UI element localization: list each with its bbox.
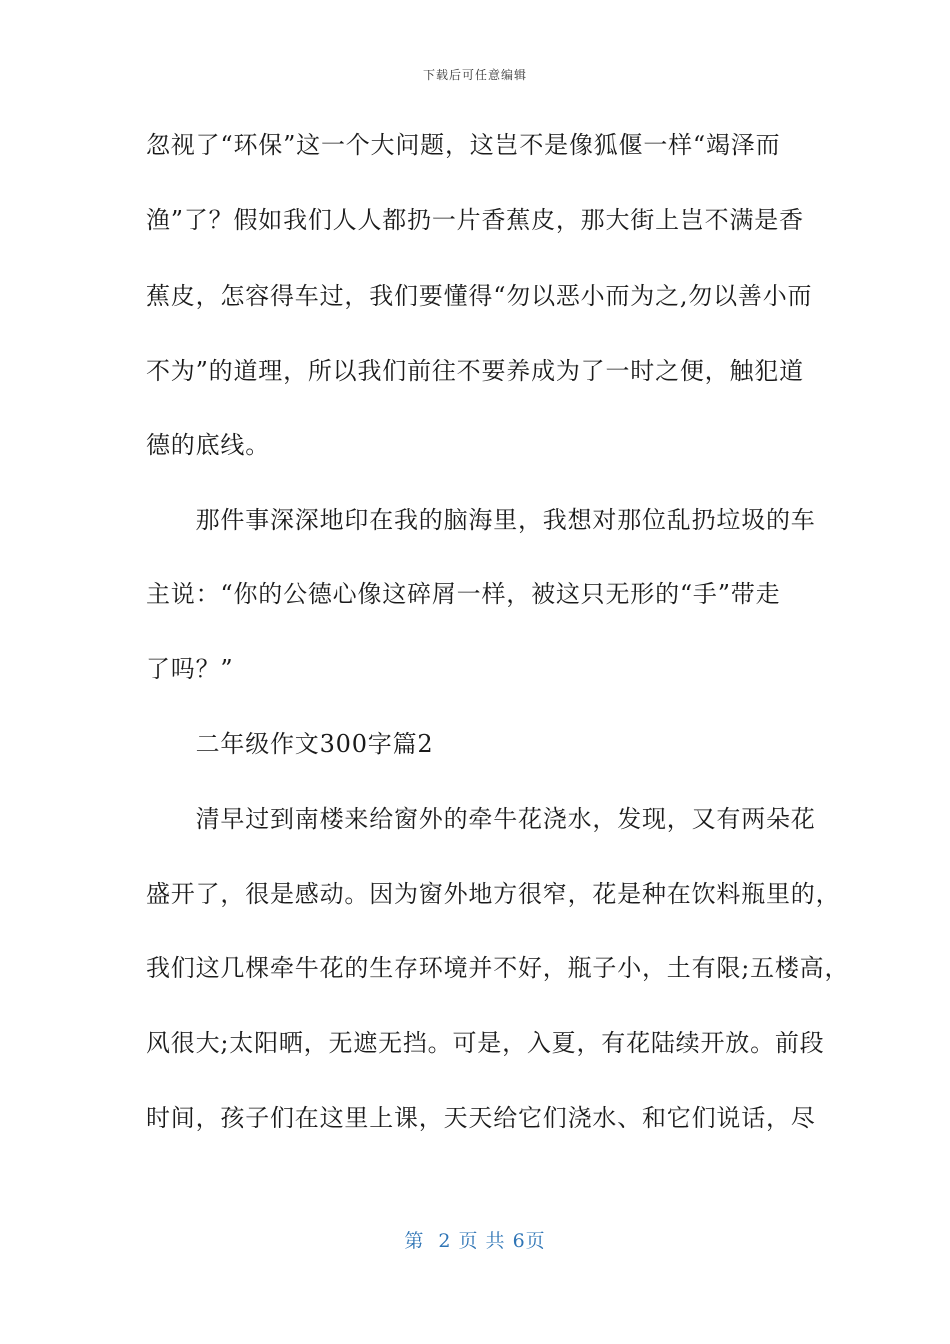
text-line: 那件事深深地印在我的脑海里，我想对那位乱扔垃圾的车 (146, 506, 816, 534)
text-line: 德的底线。 (146, 431, 270, 459)
page-footer (0, 1226, 950, 1253)
text-line: 清早过到南楼来给窗外的牵牛花浇水，发现，又有两朵花 (146, 805, 816, 833)
text-line: 盛开了，很是感动。因为窗外地方很窄，花是种在饮料瓶里的， (146, 880, 841, 908)
text-line: 风很大;太阳晒，无遮无挡。可是，入夏，有花陆续开放。前段 (146, 1029, 825, 1057)
text-line: 了吗？” (146, 655, 234, 683)
text-line: 渔”了？假如我们人人都扔一片香蕉皮，那大街上岂不满是香 (146, 206, 804, 234)
text-line: 蕉皮，怎容得车过，我们要懂得“勿以恶小而为之,勿以善小而 (146, 282, 813, 310)
section-heading: 二年级作文300字篇2 (146, 730, 434, 758)
text-line: 不为”的道理，所以我们前往不要养成为了一时之便，触犯道 (146, 357, 804, 385)
text-line: 主说：“你的公德心像这碎屑一样，被这只无形的“手”带走 (146, 580, 781, 608)
text-line: 时间，孩子们在这里上课，天天给它们浇水、和它们说话，尽 (146, 1104, 816, 1132)
text-line: 忽视了“环保”这一个大问题，这岂不是像狐偃一样“竭泽而 (146, 131, 781, 159)
text-line: 我们这几棵牵牛花的生存环境并不好，瓶子小，土有限;五楼高， (146, 954, 850, 982)
page-number: 第 2 页 共 6页 (404, 1230, 546, 1252)
page-header: 下载后可任意编辑 (422, 68, 527, 82)
